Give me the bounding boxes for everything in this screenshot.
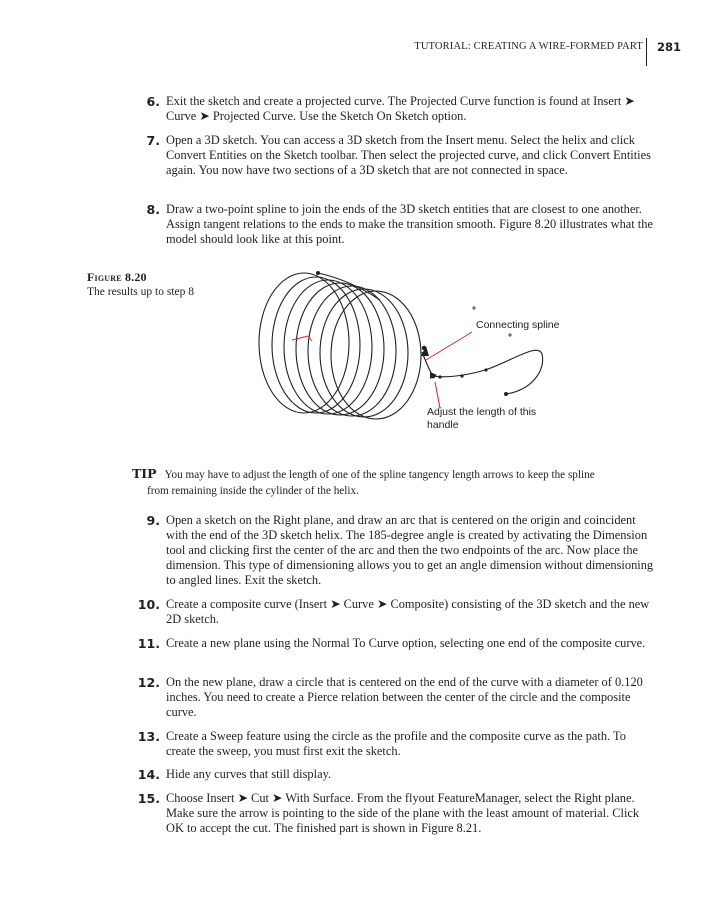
step-number: 6. — [146, 94, 160, 109]
leader-handle — [435, 382, 440, 408]
connecting-spline — [422, 350, 543, 394]
leader-connecting-spline — [426, 332, 472, 360]
helix-coil — [284, 280, 372, 414]
tip-heading: TIP — [132, 466, 157, 481]
helix-coil — [272, 277, 360, 413]
step-6 — [100, 94, 655, 124]
step-text: Create a composite curve (Insert ➤ Curve ➤ Composite) consisting of the 3D sketch and the new 2D sketch. — [166, 597, 650, 627]
step-number: 12. — [137, 675, 160, 690]
step-text: On the new plane, draw a circle that is centered on the end of the curve with a diameter of 0.120 inches. You need to create a Pierce relation between the center of the circle and the composite curve. — [166, 675, 643, 720]
step-12 — [100, 675, 655, 720]
step-text: Choose Insert ➤ Cut ➤ With Surface. From the flyout FeatureManager, select the Right plane. Make sure the arrow is pointing to the side of the plane with the least amount of material. Click OK to accept the cut. The finished part is shown in Figure 8.21. — [166, 791, 640, 836]
helix-coil — [296, 283, 384, 415]
step-text: Draw a two-point spline to join the ends of the 3D sketch entities that are closest to one another. Assign tangent relations to the ends to make the transition smooth. Figure 8.20 illustrates what the model should look like at this point. — [166, 202, 653, 247]
tip-text-line1: You may have to adjust the length of one of the spline tangency length arrows to keep the spline — [164, 469, 595, 481]
spline-points — [316, 271, 508, 396]
step-number: 13. — [137, 729, 160, 744]
step-8 — [100, 202, 655, 247]
header-divider — [646, 38, 647, 66]
tip-text-line2: from remaining inside the cylinder of the helix. — [147, 485, 359, 497]
step-number: 7. — [146, 133, 160, 148]
callout-handle-line2: handle — [427, 419, 459, 431]
figure-label — [87, 270, 194, 300]
step-9 — [100, 513, 655, 588]
step-number: 11. — [137, 636, 160, 651]
step-11 — [100, 636, 655, 651]
step-number: 9. — [146, 513, 160, 528]
step-number: 14. — [137, 767, 160, 782]
step-text: Hide any curves that still display. — [166, 767, 332, 781]
step-text: Exit the sketch and create a projected curve. The Projected Curve function is found at Insert ➤ Curve ➤ Projected Curve. Use the Sketch On Sketch option. — [166, 94, 635, 124]
step-text: Create a Sweep feature using the circle as the profile and the composite curve as the path. To create the sweep, you must first exit the sketch. — [166, 729, 626, 759]
figure-caption: The results up to step 8 — [87, 286, 194, 298]
callout-handle-line1: Adjust the length of this — [427, 406, 537, 418]
step-number: 8. — [146, 202, 160, 217]
running-head-title: TUTORIAL: CREATING A WIRE-FORMED PART — [414, 41, 643, 52]
step-text: Open a 3D sketch. You can access a 3D sketch from the Insert menu. Select the helix and click Convert Entities on the Sketch toolbar. Then select the projected curve, and click Convert Entities again. You now have two sections of a 3D sketch that are not connected in space. — [166, 133, 651, 178]
step-text: Open a sketch on the Right plane, and draw an arc that is centered on the origin and coincident with the end of the 3D sketch helix. The 185-degree angle is created by activating the Dimension tool and clicking first the center of the arc and then the two endpoints of the arc. Now place the dimension. This type of dimensioning allows you to get an angle dimension without dimensioning to angled lines. Exit the sketch. — [166, 513, 654, 588]
tip-box — [132, 466, 652, 499]
callout-connecting-spline: Connecting spline — [476, 319, 560, 331]
step-14 — [100, 767, 655, 782]
step-text: Create a new plane using the Normal To Curve option, selecting one end of the composite curve. — [166, 636, 646, 650]
figure-number: Figure 8.20 — [87, 270, 147, 284]
page-number: 281 — [657, 40, 682, 54]
step-7 — [100, 133, 655, 178]
red-marker — [292, 336, 308, 340]
step-13 — [100, 729, 655, 759]
step-number: 15. — [137, 791, 160, 806]
step-15 — [100, 791, 655, 836]
step-number: 10. — [137, 597, 160, 612]
step-10 — [100, 597, 655, 627]
figure-helix-illustration — [240, 262, 570, 442]
